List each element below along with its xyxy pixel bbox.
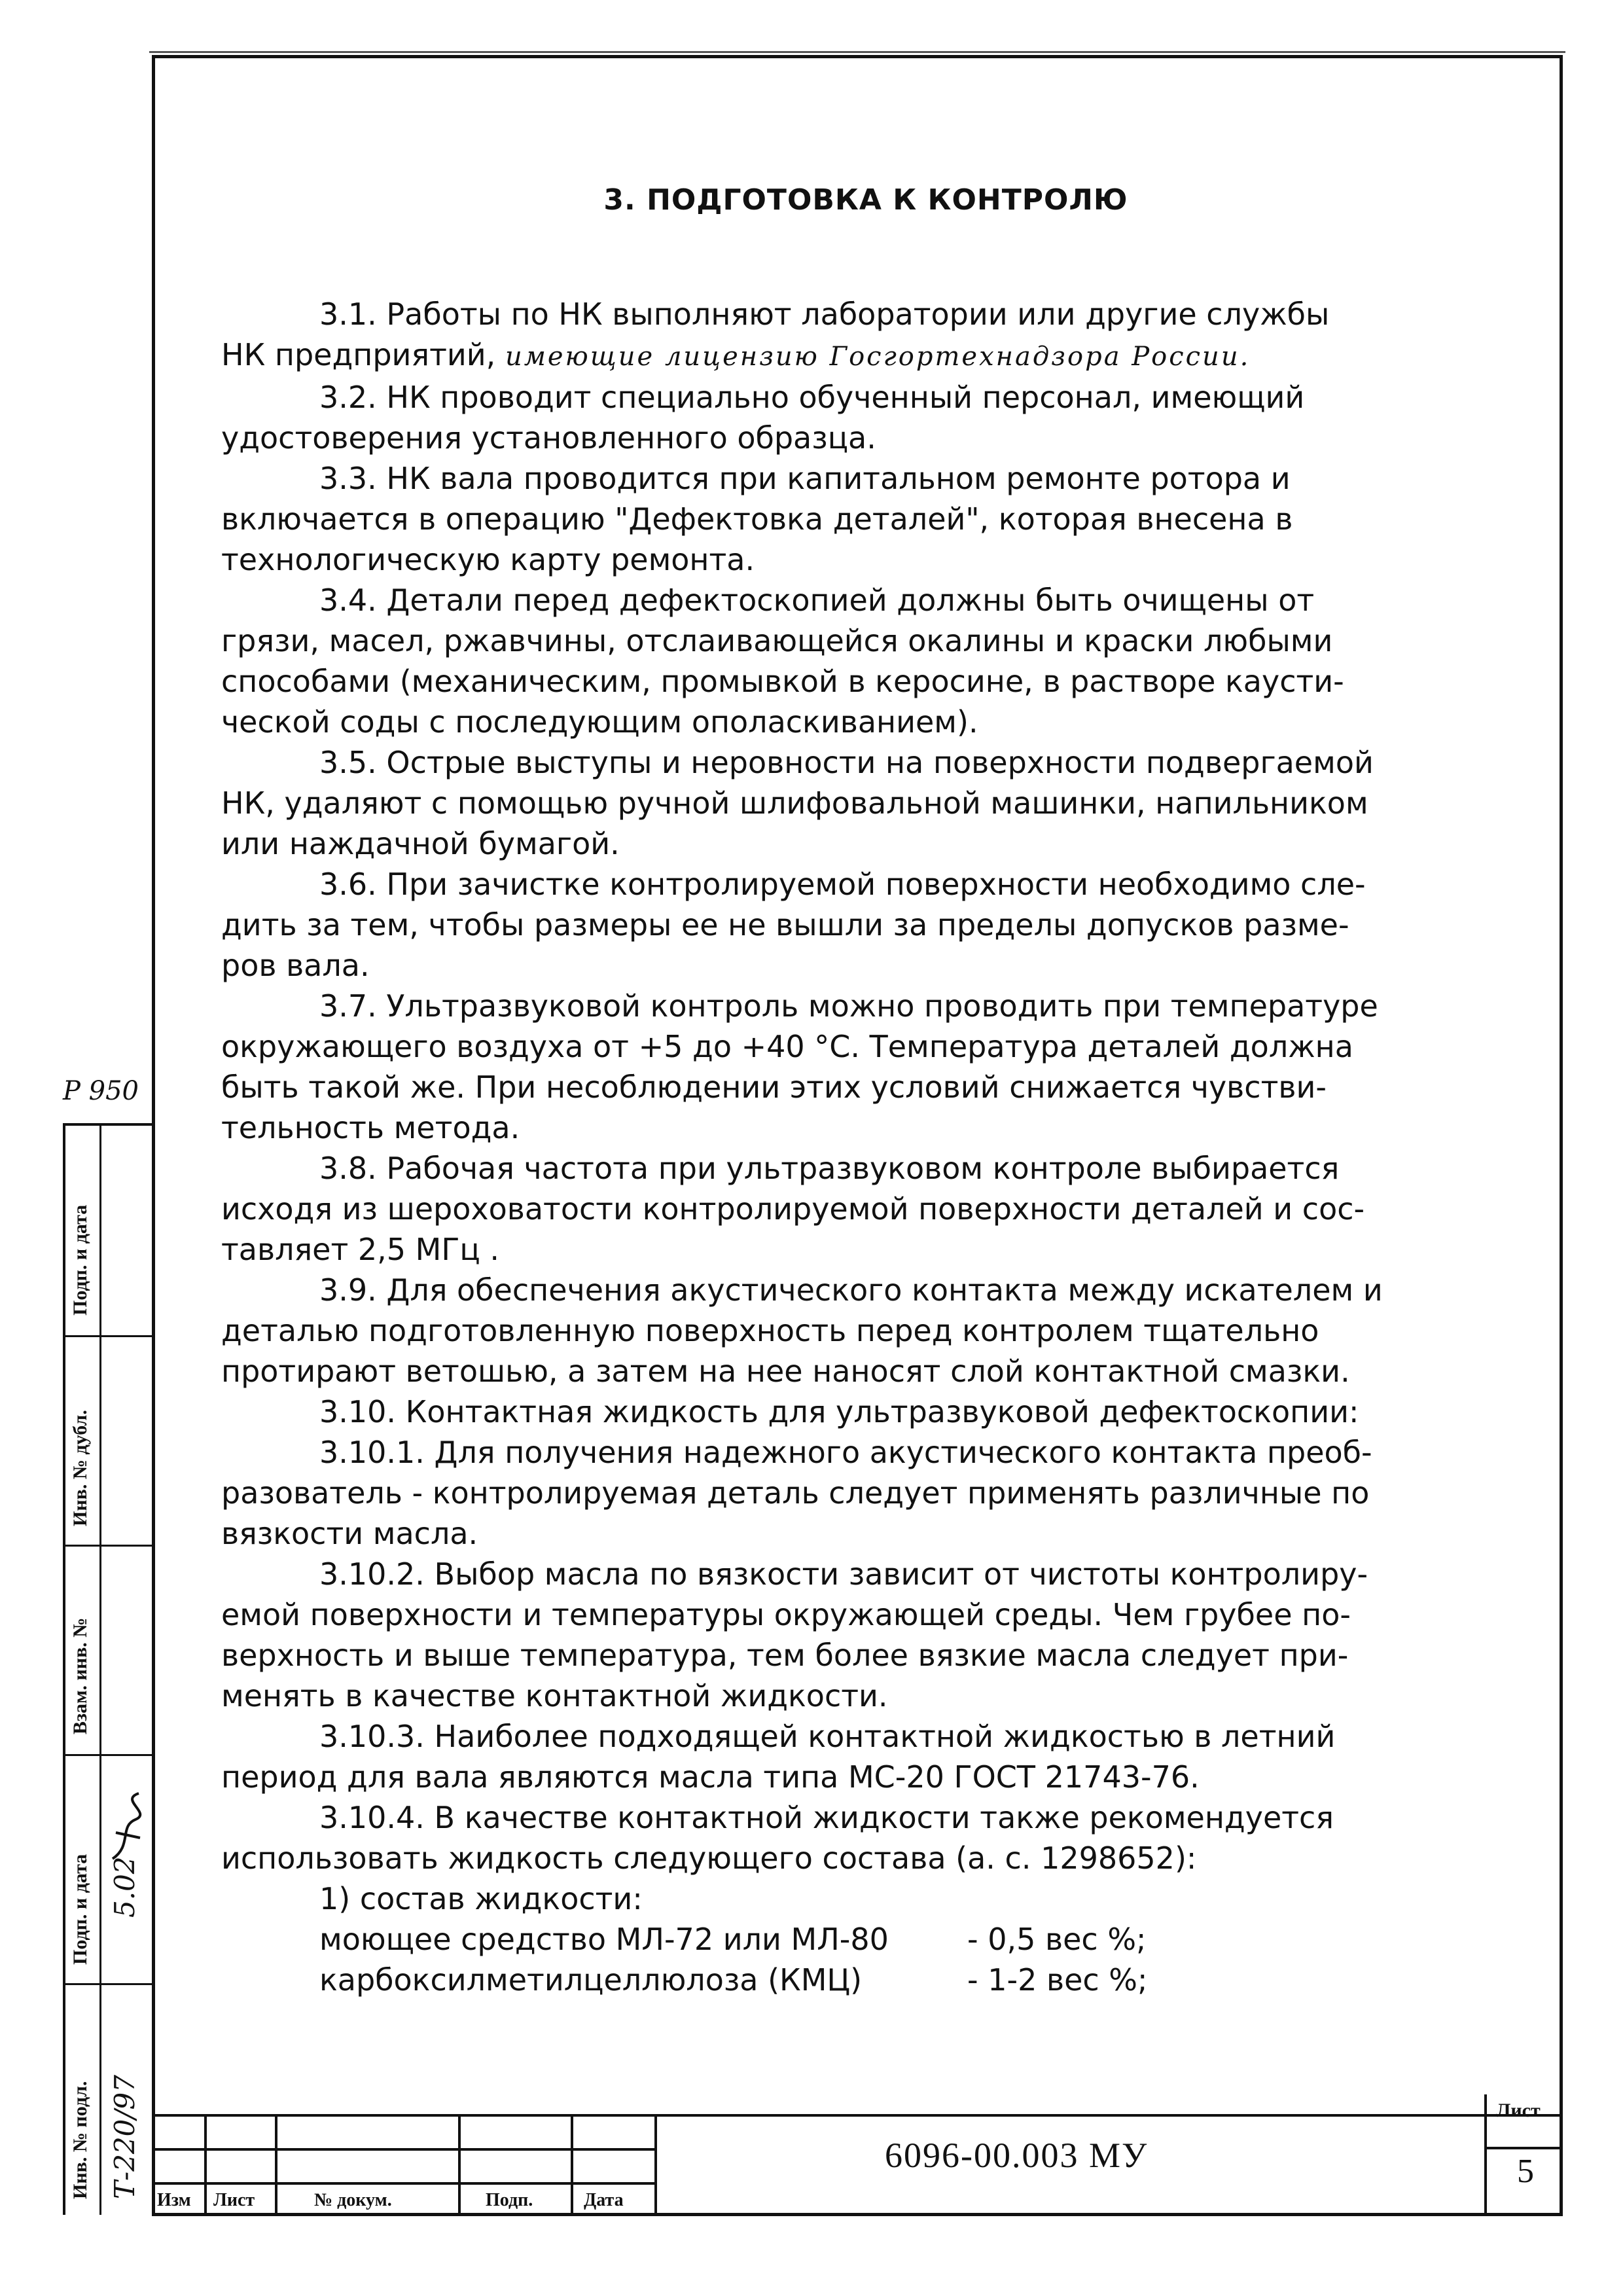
signature-scribble: [106, 1787, 145, 1865]
strip-divider: [65, 1754, 154, 1756]
component-name: карбоксилметилцеллюлоза (КМЦ): [319, 1962, 863, 1998]
text-line: ров вала.: [221, 948, 370, 983]
text-fragment: НК предприятий,: [221, 337, 496, 372]
text-line: 3.4. Детали перед дефектоскопией должны быть очищены от: [319, 583, 1315, 618]
text-line: или наждачной бумагой.: [221, 826, 620, 861]
margin-note: Р 950: [63, 1076, 139, 1106]
text-line: разователь - контролируемая деталь следует применять различные по: [221, 1475, 1370, 1511]
composition-row: [221, 1960, 1432, 2000]
strip-divider: [65, 1335, 154, 1337]
column-divider: [275, 2114, 277, 2216]
text-line: 3.6. При зачистке контролируемой поверхности необходимо сле-: [319, 867, 1366, 902]
text-line: верхность и выше температура, тем более вязкие масла следует при-: [221, 1638, 1349, 1673]
paragraph-3-10-1: [221, 1432, 1432, 1554]
col-doc-num: № докум.: [314, 2190, 392, 2210]
text-line: 3.9. Для обеспечения акустического контакта между искателем и: [319, 1272, 1383, 1308]
component-name: моющее средство МЛ-72 или МЛ-80: [319, 1922, 889, 1957]
margin-label-dup-inv: Инв. № дубл.: [69, 1410, 91, 1526]
text-line: 3.5. Острые выступы и неровности на поверхности подвергаемой: [319, 745, 1374, 780]
handwritten-date: 5.02: [109, 1856, 141, 1918]
text-line: окружающего воздуха от +5 до +40 °С. Температура деталей должна: [221, 1029, 1353, 1064]
document-body: [221, 124, 1432, 2000]
paragraph-3-9: [221, 1270, 1432, 1391]
text-line: 3.3. НК вала проводится при капитальном ремонте ротора и: [319, 461, 1291, 496]
composition-heading: 1) состав жидкости:: [319, 1881, 643, 1916]
paragraph-3-10-4: [221, 1797, 1432, 1878]
text-line: [221, 334, 1432, 377]
column-divider: [1484, 2094, 1487, 2216]
text-line: тельность метода.: [221, 1110, 520, 1145]
handwritten-inventory-number: Т-220/97: [109, 2075, 141, 2199]
title-block-row-line: [152, 2182, 656, 2185]
text-line: 3.2. НК проводит специально обученный персонал, имеющий: [319, 380, 1305, 415]
text-line: 3.8. Рабочая частота при ультразвуковом контроле выбирается: [319, 1151, 1340, 1186]
margin-label-sign-date-2: Подп. и дата: [69, 1854, 91, 1965]
margin-stamp-strip: [63, 1123, 152, 2215]
text-line: технологическую карту ремонта.: [221, 542, 755, 577]
sheet-number: 5: [1517, 2153, 1534, 2190]
title-block-top-line: [152, 2114, 1563, 2117]
text-line: 3.10.2. Выбор масла по вязкости зависит от чистоты контролиру-: [319, 1556, 1368, 1592]
sheet-label: Лист: [1496, 2100, 1541, 2121]
composition-list: [221, 1878, 1432, 2000]
text-line: период для вала являются масла типа МС-20 ГОСТ 21743-76.: [221, 1759, 1200, 1795]
column-divider: [204, 2114, 207, 2216]
strip-divider: [65, 1983, 154, 1985]
text-line: удостоверения установленного образца.: [221, 420, 876, 456]
text-line: 3.7. Ультразвуковой контроль можно проводить при температуре: [319, 988, 1378, 1024]
composition-row: [221, 1919, 1432, 1960]
text-line: исходя из шероховатости контролируемой поверхности деталей и сос-: [221, 1191, 1365, 1227]
col-date: Дата: [584, 2190, 624, 2210]
component-amount: - 1-2 вес %;: [967, 1962, 1148, 1998]
text-line: НК, удаляют с помощью ручной шлифовальной машинки, напильником: [221, 785, 1368, 821]
paragraph-3-7: [221, 986, 1432, 1148]
text-line: 3.10.1. Для получения надежного акустического контакта преоб-: [319, 1435, 1372, 1470]
title-block-row-line: [152, 2148, 656, 2151]
component-amount: - 0,5 вес %;: [967, 1922, 1147, 1957]
handwritten-insertion: имеющие лицензию Госгортехнадзора России.: [505, 342, 1251, 372]
text-line: использовать жидкость следующего состава (а. с. 1298652):: [221, 1840, 1197, 1876]
col-izm: Изм: [157, 2190, 191, 2210]
text-line: менять в качестве контактной жидкости.: [221, 1678, 888, 1713]
text-line: способами (механическим, промывкой в керосине, в растворе каусти-: [221, 664, 1344, 699]
paragraph-3-10-2: [221, 1554, 1432, 1716]
text-line: емой поверхности и температуры окружающей среды. Чем грубее по-: [221, 1597, 1351, 1632]
text-line: 3.10.4. В качестве контактной жидкости также рекомендуется: [319, 1800, 1334, 1835]
section-title: 3. ПОДГОТОВКА К КОНТРОЛЮ: [603, 183, 1128, 217]
text-line: 3.10. Контактная жидкость для ультразвуковой дефектоскопии:: [319, 1394, 1359, 1429]
column-divider: [654, 2114, 657, 2216]
document-code: 6096-00.003 МУ: [885, 2136, 1149, 2175]
sheet-cell-divider: [1486, 2147, 1563, 2149]
text-line: грязи, масел, ржавчины, отслаивающейся окалины и краски любыми: [221, 623, 1333, 658]
col-list: Лист: [213, 2190, 255, 2210]
frame-top-edge: [149, 51, 1565, 53]
text-line: вязкости масла.: [221, 1516, 478, 1551]
paragraph-3-10-3: [221, 1716, 1432, 1797]
text-line: 3.1. Работы по НК выполняют лаборатории или другие службы: [319, 296, 1330, 332]
paragraph-3-3: [221, 458, 1432, 580]
paragraph-3-1: [221, 294, 1432, 377]
text-line: ческой соды с последующим ополаскиванием).: [221, 704, 978, 740]
strip-divider: [65, 1545, 154, 1547]
margin-label-sign-date: Подп. и дата: [69, 1204, 91, 1316]
paragraph-3-2: [221, 377, 1432, 458]
column-divider: [458, 2114, 461, 2216]
text-line: 3.10.3. Наиболее подходящей контактной жидкостью в летний: [319, 1719, 1336, 1754]
margin-label-orig-inv: Инв. № подл.: [69, 2081, 91, 2199]
column-divider: [571, 2114, 573, 2216]
paragraph-3-6: [221, 864, 1432, 986]
paragraph-3-5: [221, 742, 1432, 864]
paragraph-3-10: [221, 1391, 1432, 1432]
text-line: включается в операцию "Дефектовка деталей", которая внесена в: [221, 501, 1293, 537]
text-line: тавляет 2,5 МГц .: [221, 1232, 499, 1267]
text-line: деталью подготовленную поверхность перед контролем тщательно: [221, 1313, 1319, 1348]
text-line: протирают ветошью, а затем на нее наносят слой контактной смазки.: [221, 1354, 1350, 1389]
paragraph-3-4: [221, 580, 1432, 742]
margin-label-replace-inv: Взам. инв. №: [69, 1617, 91, 1734]
col-sign: Подп.: [486, 2190, 533, 2210]
text-line: быть такой же. При несоблюдении этих условий снижается чувстви-: [221, 1069, 1327, 1105]
paragraph-3-8: [221, 1148, 1432, 1270]
text-line: дить за тем, чтобы размеры ее не вышли за пределы допусков разме-: [221, 907, 1349, 942]
